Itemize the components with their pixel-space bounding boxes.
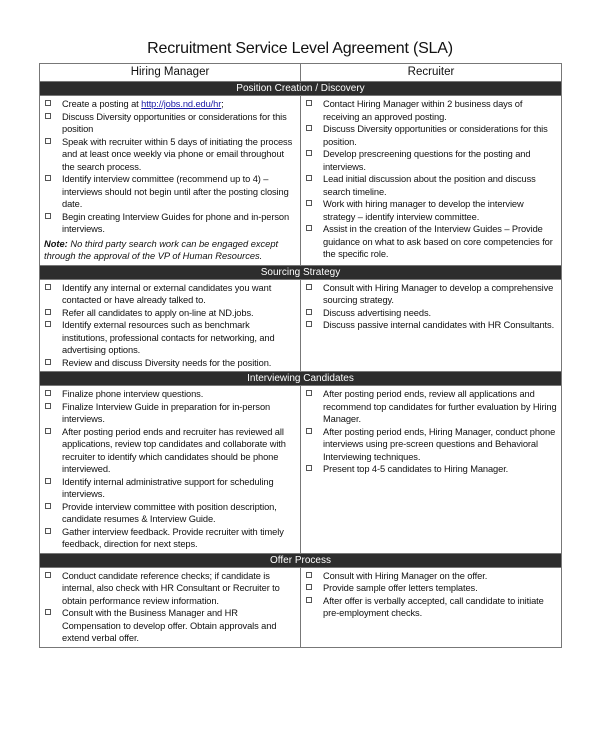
task-text: Finalize phone interview questions.: [62, 389, 204, 399]
task-item: [305, 582, 557, 595]
right-task-list: [301, 96, 561, 263]
task-item: [44, 307, 296, 320]
task-text: Refer all candidates to apply on-line at ND.jobs.: [62, 307, 254, 318]
task-item: [44, 570, 296, 608]
task-item: [44, 476, 296, 501]
checkbox-icon: [306, 125, 312, 131]
task-text: Provide interview committee with position description, candidate resumes & Interview Guide.: [62, 501, 277, 524]
checkbox-icon: [45, 403, 51, 409]
right-task-list: [301, 280, 561, 334]
task-text: After posting period ends, Hiring Manager, conduct phone interviews using pre-screen questions and Behavioral Interviewing techniques.: [323, 426, 556, 462]
task-text: Consult with the Business Manager and HR Compensation to develop offer. Obtain approvals and extend verbal offer.: [62, 608, 277, 643]
task-item: [305, 223, 557, 261]
column-header-recruiter: Recruiter: [301, 64, 562, 82]
task-text: Discuss Diversity opportunities or considerations for this position.: [323, 124, 548, 147]
section-heading: Position Creation / Discovery: [40, 82, 562, 96]
task-text: ;: [221, 99, 224, 109]
checkbox-icon: [306, 200, 312, 206]
section-heading: Sourcing Strategy: [40, 265, 562, 279]
task-item: [44, 388, 296, 401]
task-text: Review and discuss Diversity needs for the position.: [62, 357, 272, 368]
section-content-row: [40, 96, 562, 266]
checkbox-icon: [306, 321, 312, 327]
task-text: Discuss Diversity opportunities or considerations for this position: [62, 111, 287, 134]
checkbox-icon: [45, 213, 51, 219]
task-item: [44, 111, 296, 136]
task-item: [44, 282, 296, 307]
task-item: [44, 98, 296, 111]
task-item: [44, 401, 296, 426]
checkbox-icon: [45, 321, 51, 327]
note-text: [40, 238, 300, 265]
task-item: [305, 148, 557, 173]
left-task-list: [40, 96, 300, 238]
checkbox-icon: [306, 597, 312, 603]
checkbox-icon: [306, 309, 312, 315]
task-text: Discuss advertising needs.: [323, 307, 431, 318]
task-item: [44, 173, 296, 211]
section-header-row: [40, 265, 562, 279]
section-heading: Interviewing Candidates: [40, 372, 562, 386]
hiring-manager-cell: [40, 279, 301, 372]
task-text: Speak with recruiter within 5 days of initiating the process and at least once weekly via phone or email throughout the search process.: [62, 136, 293, 172]
task-text: Lead initial discussion about the position and discuss search timeline.: [323, 174, 536, 197]
recruiter-cell: [301, 567, 562, 647]
checkbox-icon: [45, 609, 51, 615]
task-text: Identify external resources such as benchmark institutions, professional contacts for networking, and advertising options.: [62, 320, 275, 355]
checkbox-icon: [306, 465, 312, 471]
task-item: [305, 463, 557, 476]
checkbox-icon: [45, 284, 51, 290]
task-text: Identify any internal or external candidates you want contacted or have already talked to.: [62, 282, 272, 305]
recruiter-cell: [301, 96, 562, 266]
checkbox-icon: [306, 428, 312, 434]
task-text: After posting period ends, review all applications and recommend top candidates for further evaluation by Hiring Manager.: [323, 389, 557, 424]
task-item: [305, 307, 557, 320]
task-item: [305, 319, 557, 332]
task-text: Finalize Interview Guide in preparation for in-person interviews.: [62, 401, 271, 424]
task-text: Consult with Hiring Manager on the offer.: [323, 570, 488, 581]
task-item: [44, 211, 296, 236]
task-text: After offer is verbally accepted, call candidate to initiate pre-employment checks.: [323, 595, 544, 618]
column-header-hiring-manager: Hiring Manager: [40, 64, 301, 82]
checkbox-icon: [45, 309, 51, 315]
task-item: [44, 319, 296, 357]
task-item: [305, 123, 557, 148]
checkbox-icon: [306, 284, 312, 290]
note-label: Note:: [44, 238, 68, 249]
right-task-list: [301, 568, 561, 622]
hiring-manager-cell: [40, 386, 301, 554]
checkbox-icon: [306, 572, 312, 578]
checkbox-icon: [45, 390, 51, 396]
task-item: [305, 595, 557, 620]
posting-link[interactable]: http://jobs.nd.edu/hr: [141, 99, 222, 109]
left-task-list: [40, 280, 300, 372]
checkbox-icon: [45, 100, 51, 106]
section-content-row: [40, 386, 562, 554]
task-item: [305, 98, 557, 123]
checkbox-icon: [45, 359, 51, 365]
checkbox-icon: [45, 503, 51, 509]
column-header-row: [40, 64, 562, 82]
section-content-row: [40, 567, 562, 647]
recruiter-cell: [301, 279, 562, 372]
checkbox-icon: [306, 584, 312, 590]
task-text: Identify interview committee (recommend up to 4) – interviews should not begin until after the posting closing date.: [62, 174, 289, 209]
task-item: [44, 501, 296, 526]
checkbox-icon: [45, 428, 51, 434]
checkbox-icon: [45, 478, 51, 484]
task-text: Present top 4-5 candidates to Hiring Manager.: [323, 464, 509, 474]
task-text: Identify internal administrative support for scheduling interviews.: [62, 476, 274, 499]
section-heading: Offer Process: [40, 553, 562, 567]
task-text: Develop prescreening questions for the posting and interviews.: [323, 149, 531, 172]
checkbox-icon: [45, 113, 51, 119]
task-item: [305, 426, 557, 464]
task-text: Gather interview feedback. Provide recruiter with timely feedback, direction for next steps.: [62, 526, 284, 549]
section-header-row: [40, 372, 562, 386]
checkbox-icon: [306, 175, 312, 181]
task-text: Consult with Hiring Manager to develop a comprehensive sourcing strategy.: [323, 282, 554, 305]
checkbox-icon: [306, 390, 312, 396]
checkbox-icon: [306, 150, 312, 156]
task-item: [44, 426, 296, 476]
task-text: Discuss passive internal candidates with HR Consultants.: [323, 320, 555, 330]
document-title: Recruitment Service Level Agreement (SLA): [147, 40, 453, 57]
checkbox-icon: [45, 175, 51, 181]
checkbox-icon: [45, 572, 51, 578]
task-text: Begin creating Interview Guides for phone and in-person interviews.: [62, 211, 290, 234]
task-item: [44, 607, 296, 645]
task-item: [305, 282, 557, 307]
checkbox-icon: [306, 225, 312, 231]
hiring-manager-cell: [40, 96, 301, 266]
sla-body: [40, 82, 562, 648]
task-item: [44, 526, 296, 551]
task-text: Contact Hiring Manager within 2 business days of receiving an approved posting.: [323, 99, 523, 122]
task-item: [44, 136, 296, 174]
hiring-manager-cell: [40, 567, 301, 647]
task-item: [305, 198, 557, 223]
task-item: [44, 357, 296, 370]
task-item: [305, 173, 557, 198]
sla-table: [39, 63, 562, 648]
task-item: [305, 388, 557, 426]
task-text: Work with hiring manager to develop the interview strategy – identify interview committee.: [323, 199, 524, 222]
checkbox-icon: [45, 138, 51, 144]
section-header-row: [40, 82, 562, 96]
task-text: Assist in the creation of the Interview Guides – Provide guidance on what to ask based on core competencies for the specific role.: [323, 224, 553, 259]
section-content-row: [40, 279, 562, 372]
recruiter-cell: [301, 386, 562, 554]
note-body: No third party search work can be engaged except through the approval of the VP of Human Resources.: [44, 238, 279, 261]
checkbox-icon: [45, 528, 51, 534]
task-item: [305, 570, 557, 583]
left-task-list: [40, 568, 300, 647]
section-header-row: [40, 553, 562, 567]
task-text: Provide sample offer letters templates.: [323, 583, 478, 593]
checkbox-icon: [306, 100, 312, 106]
right-task-list: [301, 386, 561, 478]
left-task-list: [40, 386, 300, 553]
task-text: Create a posting at: [62, 99, 142, 109]
task-text: After posting period ends and recruiter has reviewed all applications, review top candidates and collaborate with recruiter to identify which candidates should be phone interviewed.: [62, 426, 286, 474]
task-text: Conduct candidate reference checks; if candidate is internal, also check with HR Consultant or Recruiter to obtain performance review information.: [62, 570, 280, 606]
